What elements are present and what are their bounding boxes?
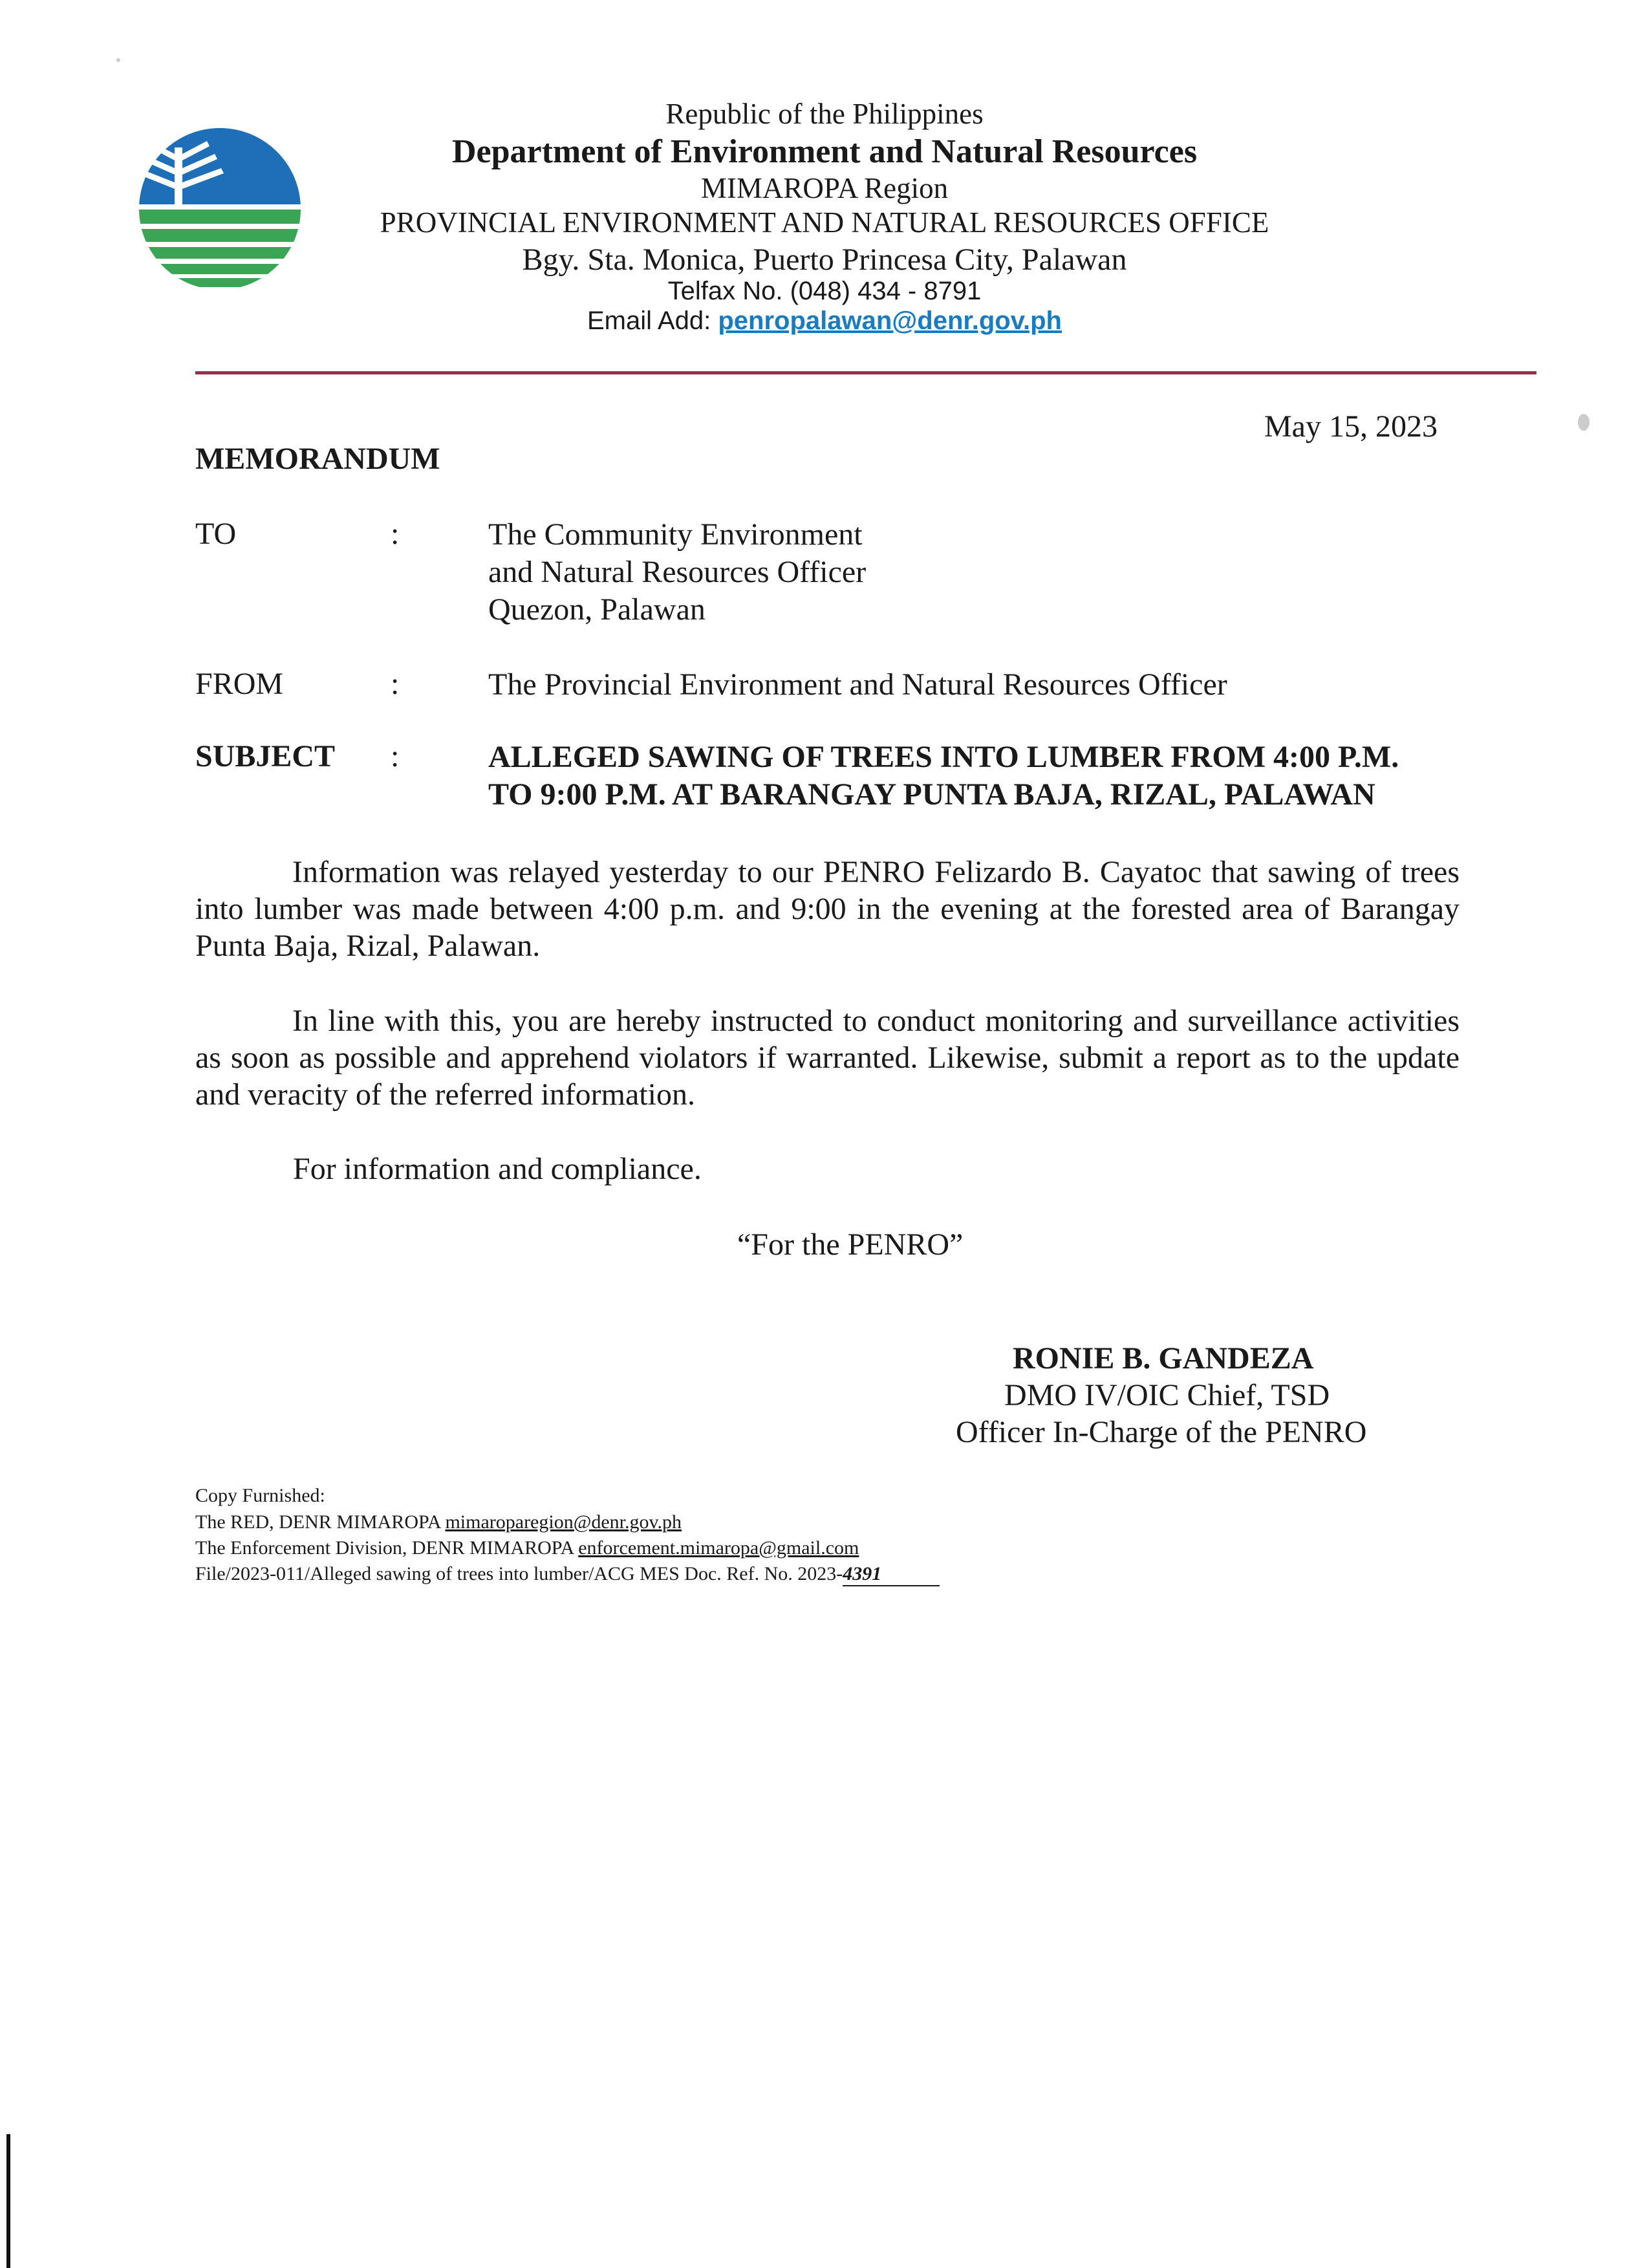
header-address: Bgy. Sta. Monica, Puerto Princesa City, Palawan [522,243,1127,277]
subject-line: TO 9:00 P.M. AT BARANGAY PUNTA BAJA, RIZAL, PALAWAN [488,777,1375,812]
copy-furnished-heading: Copy Furnished: [195,1485,325,1506]
subject-line: ALLEGED SAWING OF TREES INTO LUMBER FROM 4:00 P.M. [488,740,1399,774]
signatory-title-2: Officer In-Charge of the PENRO [956,1415,1367,1449]
scan-edge-mark [6,2134,10,2268]
subject-value [488,739,1523,814]
subject-colon: : [391,739,400,773]
header-email-line [0,307,1649,336]
memo-title: MEMORANDUM [195,442,440,476]
scan-speck [116,58,120,62]
signatory-title: DMO IV/OIC Chief, TSD [1004,1378,1330,1412]
email-label: Email Add: [587,307,711,335]
header-region: MIMAROPA Region [700,172,949,204]
scan-speck [1578,414,1590,431]
copy-furnished-line [195,1511,682,1533]
to-line: The Community Environment [488,517,863,552]
handwritten-ref-number: 4391 [843,1563,940,1586]
from-value: The Provincial Environment and Natural Resources Officer [488,667,1227,702]
header-divider [195,371,1536,374]
from-colon: : [391,667,400,701]
signatory-name: RONIE B. GANDEZA [1013,1341,1314,1376]
header-department: Department of Environment and Natural Resources [451,133,1198,170]
paragraph-text: Information was relayed yesterday to our PENRO Felizardo B. Cayatoc that sawing of trees into lumber was made between 4:00 p.m. and 9:00 in the evening at the forested area of Barangay Punta Baja, Rizal, Palawan. [195,855,1460,963]
to-label: TO [195,517,237,551]
for-penro: “For the PENRO” [737,1227,964,1262]
header-republic: Republic of the Philippines [665,98,984,130]
to-line: Quezon, Palawan [488,592,706,627]
body-paragraph-1 [195,854,1460,964]
cf-recipient: The Enforcement Division, DENR MIMAROPA [195,1537,579,1559]
body-paragraph-2 [195,1002,1460,1113]
file-reference-text: File/2023-011/Alleged sawing of trees into lumber/ACG MES Doc. Ref. No. 2023- [195,1563,843,1584]
to-value [488,516,866,629]
header-telfax: Telfax No. (048) 434 - 8791 [667,277,982,305]
cf-recipient: The RED, DENR MIMAROPA [195,1511,446,1533]
file-reference [195,1563,940,1586]
copy-furnished-line [195,1537,859,1559]
to-colon: : [391,517,400,551]
cf-email-link[interactable]: mimaroparegion@denr.gov.ph [445,1511,682,1533]
from-label: FROM [195,667,284,701]
subject-label: SUBJECT [195,739,336,773]
cf-email-link[interactable]: enforcement.mimaropa@gmail.com [578,1537,859,1559]
email-link[interactable]: penropalawan@denr.gov.ph [718,307,1062,335]
memo-date: May 15, 2023 [1264,409,1438,444]
paragraph-text: In line with this, you are hereby instructed to conduct monitoring and surveillance activities as soon as possible and apprehend violators if warranted. Likewise, submit a report as to the update and veracity of the referred information. [195,1004,1460,1112]
to-line: and Natural Resources Officer [488,555,867,589]
body-paragraph-3: For information and compliance. [293,1152,702,1186]
header-office: PROVINCIAL ENVIRONMENT AND NATURAL RESOURCES OFFICE [380,206,1269,239]
